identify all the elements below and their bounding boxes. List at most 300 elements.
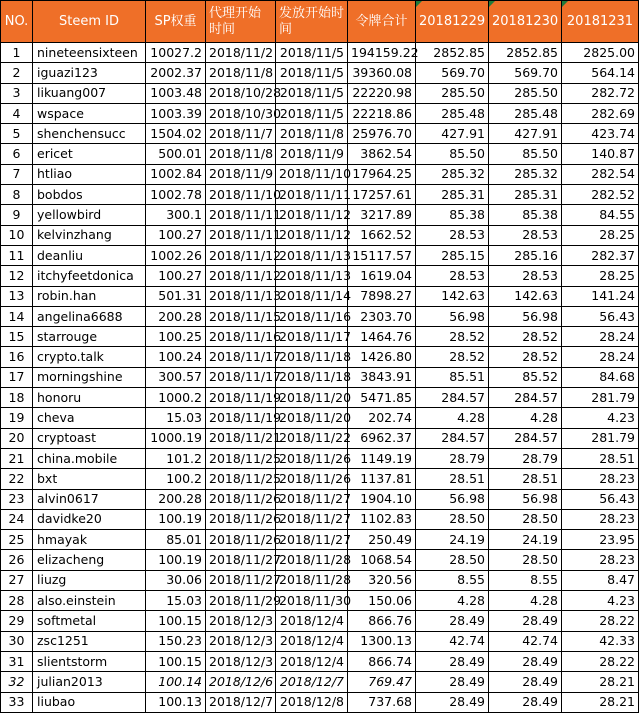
header-sp-weight[interactable]: SP权重 bbox=[146, 1, 206, 43]
cell-date-3[interactable]: 28.23 bbox=[562, 550, 639, 570]
cell-token-total[interactable]: 1464.76 bbox=[348, 327, 416, 347]
cell-date-1[interactable]: 42.74 bbox=[416, 631, 489, 651]
cell-no[interactable]: 12 bbox=[1, 266, 33, 286]
cell-date-3[interactable]: 56.43 bbox=[562, 306, 639, 326]
cell-date-2[interactable]: 142.63 bbox=[489, 286, 562, 306]
cell-no[interactable]: 32 bbox=[1, 672, 33, 692]
cell-delegation-start[interactable]: 2018/11/10 bbox=[206, 185, 276, 205]
cell-token-total[interactable]: 6962.37 bbox=[348, 428, 416, 448]
cell-sp-weight[interactable]: 1000.19 bbox=[146, 428, 206, 448]
cell-date-1[interactable]: 28.51 bbox=[416, 469, 489, 489]
cell-date-3[interactable]: 56.43 bbox=[562, 489, 639, 509]
cell-delegation-start[interactable]: 2018/11/8 bbox=[206, 63, 276, 83]
cell-date-2[interactable]: 569.70 bbox=[489, 63, 562, 83]
cell-date-3[interactable]: 4.23 bbox=[562, 591, 639, 611]
cell-no[interactable]: 5 bbox=[1, 124, 33, 144]
cell-payout-start[interactable]: 2018/11/20 bbox=[276, 388, 348, 408]
cell-date-1[interactable]: 285.32 bbox=[416, 164, 489, 184]
cell-date-1[interactable]: 284.57 bbox=[416, 428, 489, 448]
cell-date-2[interactable]: 28.79 bbox=[489, 448, 562, 468]
cell-token-total[interactable]: 866.74 bbox=[348, 651, 416, 671]
cell-payout-start[interactable]: 2018/12/4 bbox=[276, 631, 348, 651]
cell-payout-start[interactable]: 2018/11/20 bbox=[276, 408, 348, 428]
cell-date-1[interactable]: 28.53 bbox=[416, 225, 489, 245]
cell-token-total[interactable]: 320.56 bbox=[348, 570, 416, 590]
cell-no[interactable]: 14 bbox=[1, 306, 33, 326]
cell-sp-weight[interactable]: 300.57 bbox=[146, 367, 206, 387]
cell-delegation-start[interactable]: 2018/11/8 bbox=[206, 144, 276, 164]
cell-sp-weight[interactable]: 15.03 bbox=[146, 591, 206, 611]
cell-date-3[interactable]: 2825.00 bbox=[562, 43, 639, 63]
cell-sp-weight[interactable]: 30.06 bbox=[146, 570, 206, 590]
cell-sp-weight[interactable]: 200.28 bbox=[146, 489, 206, 509]
cell-date-3[interactable]: 84.68 bbox=[562, 367, 639, 387]
cell-steem-id[interactable]: nineteensixteen bbox=[33, 43, 146, 63]
cell-payout-start[interactable]: 2018/11/9 bbox=[276, 144, 348, 164]
cell-date-3[interactable]: 42.33 bbox=[562, 631, 639, 651]
cell-date-3[interactable]: 141.24 bbox=[562, 286, 639, 306]
cell-date-2[interactable]: 85.38 bbox=[489, 205, 562, 225]
cell-date-1[interactable]: 28.52 bbox=[416, 347, 489, 367]
cell-no[interactable]: 9 bbox=[1, 205, 33, 225]
cell-date-3[interactable]: 8.47 bbox=[562, 570, 639, 590]
cell-delegation-start[interactable]: 2018/12/3 bbox=[206, 631, 276, 651]
cell-delegation-start[interactable]: 2018/11/15 bbox=[206, 306, 276, 326]
cell-date-1[interactable]: 85.50 bbox=[416, 144, 489, 164]
cell-date-2[interactable]: 28.52 bbox=[489, 347, 562, 367]
cell-no[interactable]: 20 bbox=[1, 428, 33, 448]
cell-no[interactable]: 16 bbox=[1, 347, 33, 367]
cell-date-2[interactable]: 2852.85 bbox=[489, 43, 562, 63]
cell-no[interactable]: 26 bbox=[1, 550, 33, 570]
cell-payout-start[interactable]: 2018/11/12 bbox=[276, 205, 348, 225]
cell-payout-start[interactable]: 2018/11/30 bbox=[276, 591, 348, 611]
cell-payout-start[interactable]: 2018/11/27 bbox=[276, 489, 348, 509]
cell-sp-weight[interactable]: 85.01 bbox=[146, 530, 206, 550]
cell-no[interactable]: 28 bbox=[1, 591, 33, 611]
cell-sp-weight[interactable]: 1002.78 bbox=[146, 185, 206, 205]
cell-date-2[interactable]: 427.91 bbox=[489, 124, 562, 144]
cell-token-total[interactable]: 17964.25 bbox=[348, 164, 416, 184]
cell-date-3[interactable]: 28.21 bbox=[562, 672, 639, 692]
cell-steem-id[interactable]: starrouge bbox=[33, 327, 146, 347]
cell-token-total[interactable]: 1619.04 bbox=[348, 266, 416, 286]
cell-date-3[interactable]: 28.23 bbox=[562, 509, 639, 529]
cell-delegation-start[interactable]: 2018/11/19 bbox=[206, 408, 276, 428]
cell-steem-id[interactable]: cheva bbox=[33, 408, 146, 428]
cell-date-3[interactable]: 28.22 bbox=[562, 651, 639, 671]
cell-date-1[interactable]: 4.28 bbox=[416, 591, 489, 611]
cell-no[interactable]: 23 bbox=[1, 489, 33, 509]
header-delegation-start[interactable]: 代理开始时间 bbox=[206, 1, 276, 43]
cell-date-1[interactable]: 28.53 bbox=[416, 266, 489, 286]
header-date-3[interactable] bbox=[562, 1, 639, 43]
cell-delegation-start[interactable]: 2018/11/25 bbox=[206, 448, 276, 468]
cell-sp-weight[interactable]: 100.24 bbox=[146, 347, 206, 367]
cell-sp-weight[interactable]: 1003.48 bbox=[146, 83, 206, 103]
cell-delegation-start[interactable]: 2018/11/29 bbox=[206, 591, 276, 611]
cell-no[interactable]: 33 bbox=[1, 692, 33, 712]
cell-date-3[interactable]: 23.95 bbox=[562, 530, 639, 550]
cell-date-1[interactable]: 285.31 bbox=[416, 185, 489, 205]
cell-payout-start[interactable]: 2018/11/8 bbox=[276, 124, 348, 144]
cell-sp-weight[interactable]: 2002.37 bbox=[146, 63, 206, 83]
cell-steem-id[interactable]: robin.han bbox=[33, 286, 146, 306]
cell-no[interactable]: 18 bbox=[1, 388, 33, 408]
cell-sp-weight[interactable]: 100.13 bbox=[146, 692, 206, 712]
cell-sp-weight[interactable]: 10027.2 bbox=[146, 43, 206, 63]
cell-date-2[interactable]: 28.50 bbox=[489, 509, 562, 529]
cell-token-total[interactable]: 769.47 bbox=[348, 672, 416, 692]
cell-no[interactable]: 24 bbox=[1, 509, 33, 529]
cell-steem-id[interactable]: kelvinzhang bbox=[33, 225, 146, 245]
cell-token-total[interactable]: 22220.98 bbox=[348, 83, 416, 103]
cell-date-3[interactable]: 4.23 bbox=[562, 408, 639, 428]
cell-sp-weight[interactable]: 1504.02 bbox=[146, 124, 206, 144]
cell-date-1[interactable]: 285.15 bbox=[416, 245, 489, 265]
cell-token-total[interactable]: 3843.91 bbox=[348, 367, 416, 387]
cell-date-3[interactable]: 282.52 bbox=[562, 185, 639, 205]
cell-date-3[interactable]: 282.72 bbox=[562, 83, 639, 103]
cell-steem-id[interactable]: shenchensucc bbox=[33, 124, 146, 144]
cell-token-total[interactable]: 17257.61 bbox=[348, 185, 416, 205]
cell-delegation-start[interactable]: 2018/11/13 bbox=[206, 286, 276, 306]
cell-date-3[interactable]: 140.87 bbox=[562, 144, 639, 164]
cell-date-1[interactable]: 85.38 bbox=[416, 205, 489, 225]
cell-date-3[interactable]: 28.24 bbox=[562, 327, 639, 347]
cell-token-total[interactable]: 1149.19 bbox=[348, 448, 416, 468]
cell-steem-id[interactable]: likuang007 bbox=[33, 83, 146, 103]
cell-payout-start[interactable]: 2018/11/13 bbox=[276, 266, 348, 286]
cell-token-total[interactable]: 866.76 bbox=[348, 611, 416, 631]
cell-sp-weight[interactable]: 100.19 bbox=[146, 550, 206, 570]
cell-date-3[interactable]: 281.79 bbox=[562, 428, 639, 448]
cell-date-1[interactable]: 28.49 bbox=[416, 672, 489, 692]
cell-delegation-start[interactable]: 2018/11/7 bbox=[206, 124, 276, 144]
cell-token-total[interactable]: 3217.89 bbox=[348, 205, 416, 225]
cell-payout-start[interactable]: 2018/11/5 bbox=[276, 83, 348, 103]
cell-delegation-start[interactable]: 2018/11/26 bbox=[206, 509, 276, 529]
cell-date-1[interactable]: 285.48 bbox=[416, 103, 489, 123]
cell-date-1[interactable]: 24.19 bbox=[416, 530, 489, 550]
cell-payout-start[interactable]: 2018/11/12 bbox=[276, 225, 348, 245]
cell-token-total[interactable]: 7898.27 bbox=[348, 286, 416, 306]
cell-steem-id[interactable]: zsc1251 bbox=[33, 631, 146, 651]
cell-date-2[interactable]: 42.74 bbox=[489, 631, 562, 651]
cell-date-2[interactable]: 285.48 bbox=[489, 103, 562, 123]
cell-no[interactable]: 21 bbox=[1, 448, 33, 468]
cell-payout-start[interactable]: 2018/12/8 bbox=[276, 692, 348, 712]
cell-payout-start[interactable]: 2018/12/4 bbox=[276, 611, 348, 631]
cell-token-total[interactable]: 1662.52 bbox=[348, 225, 416, 245]
cell-no[interactable]: 27 bbox=[1, 570, 33, 590]
cell-date-2[interactable]: 28.49 bbox=[489, 611, 562, 631]
cell-no[interactable]: 11 bbox=[1, 245, 33, 265]
cell-delegation-start[interactable]: 2018/11/27 bbox=[206, 570, 276, 590]
cell-date-1[interactable]: 28.49 bbox=[416, 611, 489, 631]
cell-date-2[interactable]: 56.98 bbox=[489, 489, 562, 509]
cell-token-total[interactable]: 22218.86 bbox=[348, 103, 416, 123]
cell-date-2[interactable]: 284.57 bbox=[489, 388, 562, 408]
header-date-2[interactable] bbox=[489, 1, 562, 43]
cell-date-2[interactable]: 28.49 bbox=[489, 672, 562, 692]
cell-steem-id[interactable]: yellowbird bbox=[33, 205, 146, 225]
cell-token-total[interactable]: 1102.83 bbox=[348, 509, 416, 529]
cell-token-total[interactable]: 1904.10 bbox=[348, 489, 416, 509]
cell-steem-id[interactable]: honoru bbox=[33, 388, 146, 408]
cell-no[interactable]: 30 bbox=[1, 631, 33, 651]
header-date-1[interactable] bbox=[416, 1, 489, 43]
cell-date-1[interactable]: 56.98 bbox=[416, 306, 489, 326]
cell-token-total[interactable]: 2303.70 bbox=[348, 306, 416, 326]
cell-date-2[interactable]: 85.52 bbox=[489, 367, 562, 387]
cell-payout-start[interactable]: 2018/12/4 bbox=[276, 651, 348, 671]
cell-no[interactable]: 13 bbox=[1, 286, 33, 306]
cell-payout-start[interactable]: 2018/11/26 bbox=[276, 448, 348, 468]
cell-token-total[interactable]: 150.06 bbox=[348, 591, 416, 611]
cell-token-total[interactable]: 1300.13 bbox=[348, 631, 416, 651]
cell-steem-id[interactable]: crypto.talk bbox=[33, 347, 146, 367]
cell-date-2[interactable]: 28.53 bbox=[489, 266, 562, 286]
cell-date-3[interactable]: 28.21 bbox=[562, 692, 639, 712]
cell-steem-id[interactable]: bxt bbox=[33, 469, 146, 489]
header-payout-start[interactable]: 发放开始时间 bbox=[276, 1, 348, 43]
cell-steem-id[interactable]: itchyfeetdonica bbox=[33, 266, 146, 286]
cell-payout-start[interactable]: 2018/11/18 bbox=[276, 347, 348, 367]
cell-delegation-start[interactable]: 2018/11/2 bbox=[206, 43, 276, 63]
cell-delegation-start[interactable]: 2018/11/21 bbox=[206, 428, 276, 448]
cell-date-2[interactable]: 85.50 bbox=[489, 144, 562, 164]
cell-no[interactable]: 15 bbox=[1, 327, 33, 347]
cell-token-total[interactable]: 1068.54 bbox=[348, 550, 416, 570]
cell-steem-id[interactable]: china.mobile bbox=[33, 448, 146, 468]
cell-date-1[interactable]: 28.79 bbox=[416, 448, 489, 468]
cell-token-total[interactable]: 202.74 bbox=[348, 408, 416, 428]
cell-payout-start[interactable]: 2018/11/14 bbox=[276, 286, 348, 306]
cell-date-1[interactable]: 569.70 bbox=[416, 63, 489, 83]
cell-steem-id[interactable]: ericet bbox=[33, 144, 146, 164]
cell-payout-start[interactable]: 2018/12/7 bbox=[276, 672, 348, 692]
cell-sp-weight[interactable]: 100.27 bbox=[146, 225, 206, 245]
cell-token-total[interactable]: 1137.81 bbox=[348, 469, 416, 489]
cell-no[interactable]: 25 bbox=[1, 530, 33, 550]
cell-date-2[interactable]: 56.98 bbox=[489, 306, 562, 326]
cell-no[interactable]: 17 bbox=[1, 367, 33, 387]
cell-steem-id[interactable]: cryptoast bbox=[33, 428, 146, 448]
cell-token-total[interactable]: 737.68 bbox=[348, 692, 416, 712]
cell-token-total[interactable]: 194159.22 bbox=[348, 43, 416, 63]
cell-delegation-start[interactable]: 2018/11/27 bbox=[206, 550, 276, 570]
cell-payout-start[interactable]: 2018/11/5 bbox=[276, 43, 348, 63]
cell-delegation-start[interactable]: 2018/10/28 bbox=[206, 83, 276, 103]
header-token-total[interactable]: 令牌合计 bbox=[348, 1, 416, 43]
cell-date-1[interactable]: 8.55 bbox=[416, 570, 489, 590]
cell-sp-weight[interactable]: 200.28 bbox=[146, 306, 206, 326]
cell-no[interactable]: 7 bbox=[1, 164, 33, 184]
cell-steem-id[interactable]: liuzg bbox=[33, 570, 146, 590]
cell-date-3[interactable]: 423.74 bbox=[562, 124, 639, 144]
cell-date-1[interactable]: 142.63 bbox=[416, 286, 489, 306]
cell-date-3[interactable]: 28.51 bbox=[562, 448, 639, 468]
cell-delegation-start[interactable]: 2018/12/3 bbox=[206, 611, 276, 631]
cell-no[interactable]: 31 bbox=[1, 651, 33, 671]
cell-date-1[interactable]: 284.57 bbox=[416, 388, 489, 408]
cell-steem-id[interactable]: morningshine bbox=[33, 367, 146, 387]
cell-date-3[interactable]: 28.25 bbox=[562, 225, 639, 245]
cell-payout-start[interactable]: 2018/11/16 bbox=[276, 306, 348, 326]
cell-date-2[interactable]: 285.32 bbox=[489, 164, 562, 184]
cell-token-total[interactable]: 39360.08 bbox=[348, 63, 416, 83]
cell-delegation-start[interactable]: 2018/11/12 bbox=[206, 266, 276, 286]
cell-delegation-start[interactable]: 2018/11/17 bbox=[206, 367, 276, 387]
cell-no[interactable]: 3 bbox=[1, 83, 33, 103]
cell-date-3[interactable]: 28.22 bbox=[562, 611, 639, 631]
cell-token-total[interactable]: 5471.85 bbox=[348, 388, 416, 408]
cell-delegation-start[interactable]: 2018/11/12 bbox=[206, 245, 276, 265]
cell-steem-id[interactable]: elizacheng bbox=[33, 550, 146, 570]
cell-date-2[interactable]: 28.51 bbox=[489, 469, 562, 489]
cell-date-3[interactable]: 282.69 bbox=[562, 103, 639, 123]
cell-token-total[interactable]: 15117.57 bbox=[348, 245, 416, 265]
cell-date-2[interactable]: 28.53 bbox=[489, 225, 562, 245]
cell-delegation-start[interactable]: 2018/11/16 bbox=[206, 327, 276, 347]
cell-sp-weight[interactable]: 1003.39 bbox=[146, 103, 206, 123]
cell-date-1[interactable]: 4.28 bbox=[416, 408, 489, 428]
cell-date-2[interactable]: 28.50 bbox=[489, 550, 562, 570]
cell-steem-id[interactable]: davidke20 bbox=[33, 509, 146, 529]
cell-date-2[interactable]: 4.28 bbox=[489, 591, 562, 611]
header-steem-id[interactable]: Steem ID bbox=[33, 1, 146, 43]
cell-date-2[interactable]: 28.49 bbox=[489, 651, 562, 671]
cell-no[interactable]: 22 bbox=[1, 469, 33, 489]
cell-no[interactable]: 4 bbox=[1, 103, 33, 123]
cell-date-3[interactable]: 84.55 bbox=[562, 205, 639, 225]
header-no[interactable]: NO. bbox=[1, 1, 33, 43]
cell-sp-weight[interactable]: 100.25 bbox=[146, 327, 206, 347]
cell-no[interactable]: 29 bbox=[1, 611, 33, 631]
cell-payout-start[interactable]: 2018/11/10 bbox=[276, 164, 348, 184]
cell-date-3[interactable]: 281.79 bbox=[562, 388, 639, 408]
cell-token-total[interactable]: 1426.80 bbox=[348, 347, 416, 367]
cell-steem-id[interactable]: julian2013 bbox=[33, 672, 146, 692]
cell-no[interactable]: 8 bbox=[1, 185, 33, 205]
cell-payout-start[interactable]: 2018/11/27 bbox=[276, 509, 348, 529]
cell-date-3[interactable]: 282.54 bbox=[562, 164, 639, 184]
cell-delegation-start[interactable]: 2018/11/11 bbox=[206, 225, 276, 245]
cell-steem-id[interactable]: iguazi123 bbox=[33, 63, 146, 83]
cell-date-3[interactable]: 28.24 bbox=[562, 347, 639, 367]
cell-delegation-start[interactable]: 2018/11/26 bbox=[206, 489, 276, 509]
cell-date-2[interactable]: 24.19 bbox=[489, 530, 562, 550]
cell-date-3[interactable]: 28.25 bbox=[562, 266, 639, 286]
cell-date-1[interactable]: 56.98 bbox=[416, 489, 489, 509]
cell-payout-start[interactable]: 2018/11/5 bbox=[276, 63, 348, 83]
cell-date-1[interactable]: 28.49 bbox=[416, 692, 489, 712]
cell-sp-weight[interactable]: 100.15 bbox=[146, 611, 206, 631]
cell-date-3[interactable]: 282.37 bbox=[562, 245, 639, 265]
cell-sp-weight[interactable]: 1002.84 bbox=[146, 164, 206, 184]
cell-sp-weight[interactable]: 15.03 bbox=[146, 408, 206, 428]
cell-token-total[interactable]: 25976.70 bbox=[348, 124, 416, 144]
cell-sp-weight[interactable]: 500.01 bbox=[146, 144, 206, 164]
cell-date-1[interactable]: 2852.85 bbox=[416, 43, 489, 63]
cell-date-2[interactable]: 28.49 bbox=[489, 692, 562, 712]
cell-date-2[interactable]: 8.55 bbox=[489, 570, 562, 590]
cell-payout-start[interactable]: 2018/11/27 bbox=[276, 530, 348, 550]
cell-date-2[interactable]: 285.50 bbox=[489, 83, 562, 103]
cell-no[interactable]: 19 bbox=[1, 408, 33, 428]
cell-sp-weight[interactable]: 300.1 bbox=[146, 205, 206, 225]
cell-date-3[interactable]: 564.14 bbox=[562, 63, 639, 83]
cell-delegation-start[interactable]: 2018/11/17 bbox=[206, 347, 276, 367]
cell-payout-start[interactable]: 2018/11/28 bbox=[276, 570, 348, 590]
cell-steem-id[interactable]: htliao bbox=[33, 164, 146, 184]
cell-delegation-start[interactable]: 2018/12/7 bbox=[206, 692, 276, 712]
cell-sp-weight[interactable]: 101.2 bbox=[146, 448, 206, 468]
cell-date-1[interactable]: 28.50 bbox=[416, 550, 489, 570]
cell-payout-start[interactable]: 2018/11/26 bbox=[276, 469, 348, 489]
cell-sp-weight[interactable]: 150.23 bbox=[146, 631, 206, 651]
cell-no[interactable]: 10 bbox=[1, 225, 33, 245]
cell-delegation-start[interactable]: 2018/11/11 bbox=[206, 205, 276, 225]
cell-no[interactable]: 6 bbox=[1, 144, 33, 164]
cell-delegation-start[interactable]: 2018/12/3 bbox=[206, 651, 276, 671]
cell-delegation-start[interactable]: 2018/11/25 bbox=[206, 469, 276, 489]
cell-steem-id[interactable]: softmetal bbox=[33, 611, 146, 631]
cell-sp-weight[interactable]: 100.14 bbox=[146, 672, 206, 692]
cell-date-2[interactable]: 28.52 bbox=[489, 327, 562, 347]
cell-no[interactable]: 1 bbox=[1, 43, 33, 63]
cell-payout-start[interactable]: 2018/11/22 bbox=[276, 428, 348, 448]
cell-steem-id[interactable]: wspace bbox=[33, 103, 146, 123]
cell-sp-weight[interactable]: 100.19 bbox=[146, 509, 206, 529]
cell-sp-weight[interactable]: 100.27 bbox=[146, 266, 206, 286]
cell-token-total[interactable]: 250.49 bbox=[348, 530, 416, 550]
cell-delegation-start[interactable]: 2018/12/6 bbox=[206, 672, 276, 692]
cell-sp-weight[interactable]: 501.31 bbox=[146, 286, 206, 306]
cell-delegation-start[interactable]: 2018/11/19 bbox=[206, 388, 276, 408]
cell-steem-id[interactable]: angelina6688 bbox=[33, 306, 146, 326]
cell-steem-id[interactable]: liubao bbox=[33, 692, 146, 712]
cell-date-3[interactable]: 28.23 bbox=[562, 469, 639, 489]
cell-delegation-start[interactable]: 2018/11/26 bbox=[206, 530, 276, 550]
cell-delegation-start[interactable]: 2018/11/9 bbox=[206, 164, 276, 184]
cell-date-2[interactable]: 285.16 bbox=[489, 245, 562, 265]
cell-date-1[interactable]: 85.51 bbox=[416, 367, 489, 387]
cell-payout-start[interactable]: 2018/11/13 bbox=[276, 245, 348, 265]
cell-sp-weight[interactable]: 100.2 bbox=[146, 469, 206, 489]
cell-payout-start[interactable]: 2018/11/28 bbox=[276, 550, 348, 570]
cell-steem-id[interactable]: hmayak bbox=[33, 530, 146, 550]
cell-date-2[interactable]: 4.28 bbox=[489, 408, 562, 428]
cell-date-1[interactable]: 285.50 bbox=[416, 83, 489, 103]
cell-delegation-start[interactable]: 2018/10/30 bbox=[206, 103, 276, 123]
cell-date-2[interactable]: 285.31 bbox=[489, 185, 562, 205]
cell-payout-start[interactable]: 2018/11/17 bbox=[276, 327, 348, 347]
cell-payout-start[interactable]: 2018/11/18 bbox=[276, 367, 348, 387]
cell-no[interactable]: 2 bbox=[1, 63, 33, 83]
cell-token-total[interactable]: 3862.54 bbox=[348, 144, 416, 164]
cell-sp-weight[interactable]: 100.15 bbox=[146, 651, 206, 671]
cell-payout-start[interactable]: 2018/11/5 bbox=[276, 103, 348, 123]
cell-payout-start[interactable]: 2018/11/11 bbox=[276, 185, 348, 205]
cell-steem-id[interactable]: bobdos bbox=[33, 185, 146, 205]
cell-sp-weight[interactable]: 1002.26 bbox=[146, 245, 206, 265]
cell-date-1[interactable]: 28.49 bbox=[416, 651, 489, 671]
cell-date-1[interactable]: 28.50 bbox=[416, 509, 489, 529]
cell-date-1[interactable]: 28.52 bbox=[416, 327, 489, 347]
cell-steem-id[interactable]: also.einstein bbox=[33, 591, 146, 611]
